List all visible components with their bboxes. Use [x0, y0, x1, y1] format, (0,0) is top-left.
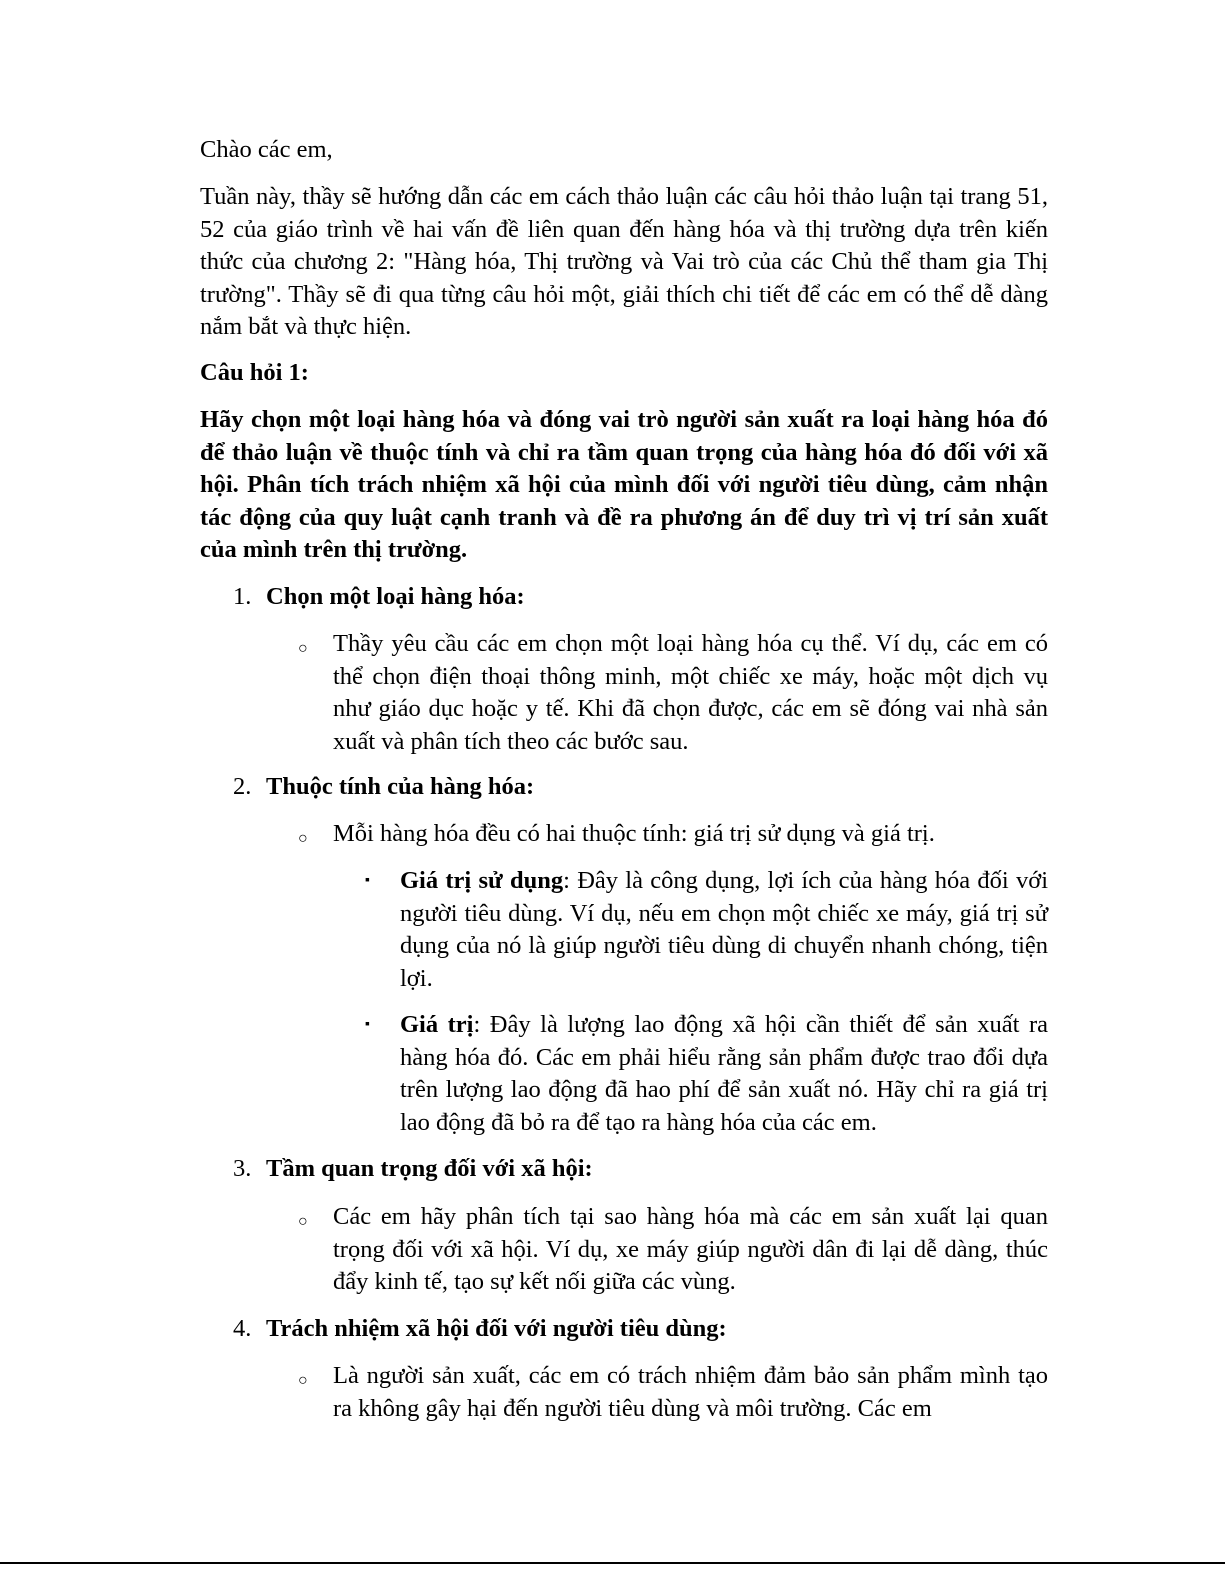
subitem-text — [400, 865, 1048, 995]
subitem-term: Giá trị — [400, 1011, 474, 1038]
question-1-heading: Câu hỏi 1: — [200, 359, 309, 386]
step-4-heading — [233, 1313, 1048, 1346]
step-3-bullet — [298, 1201, 1048, 1299]
step-2-subitem-value — [365, 1009, 1048, 1139]
greeting: Chào các em, — [200, 136, 333, 163]
step-2-subitem-use-value — [365, 865, 1048, 995]
subitem-description: : Đây là công dụng, lợi ích của hàng hóa đối với người tiêu dùng. Ví dụ, nếu em chọn một chiếc xe máy, giá trị sử dụng của nó là giúp người tiêu dùng di chuyển nhanh chóng, tiện lợi. — [400, 867, 1048, 992]
step-number: 2. — [233, 773, 252, 800]
circle-bullet-icon: ○ — [298, 1213, 308, 1230]
step-label: Chọn một loại hàng hóa: — [266, 583, 525, 610]
step-3-heading — [233, 1153, 1048, 1186]
page-bottom-rule — [0, 1562, 1225, 1564]
subitem-description: : Đây là lượng lao động xã hội cần thiết để sản xuất ra hàng hóa đó. Các em phải hiểu rằng sản phẩm được trao đổi dựa trên lượng lao động đã hao phí để sản xuất nó. Hãy chỉ ra giá trị lao động đã bỏ ra để tạo ra hàng hóa của các em. — [400, 1011, 1048, 1136]
step-2-bullet — [298, 818, 1048, 851]
step-number: 3. — [233, 1155, 252, 1182]
bullet-text: Các em hãy phân tích tại sao hàng hóa mà các em sản xuất lại quan trọng đối với xã hội. Ví dụ, xe máy giúp người dân đi lại dễ dàng, thúc đẩy kinh tế, tạo sự kết nối giữa các vùng. — [333, 1203, 1048, 1295]
bullet-text: Mỗi hàng hóa đều có hai thuộc tính: giá trị sử dụng và giá trị. — [333, 820, 935, 847]
step-number: 4. — [233, 1315, 252, 1342]
step-label: Thuộc tính của hàng hóa: — [266, 773, 535, 800]
step-label: Tầm quan trọng đối với xã hội: — [266, 1155, 593, 1182]
subitem-text — [400, 1009, 1048, 1139]
square-bullet-icon: ▪ — [365, 873, 370, 888]
bullet-text: Thầy yêu cầu các em chọn một loại hàng hóa cụ thể. Ví dụ, các em có thể chọn điện thoại thông minh, một chiếc xe máy, hoặc một dịch vụ như giáo dục hoặc y tế. Khi đã chọn được, các em sẽ đóng vai nhà sản xuất và phân tích theo các bước sau. — [333, 630, 1048, 755]
subitem-term: Giá trị sử dụng — [400, 867, 564, 894]
bullet-text: Là người sản xuất, các em có trách nhiệm đảm bảo sản phẩm mình tạo ra không gây hại đến người tiêu dùng và môi trường. Các em — [333, 1362, 1048, 1422]
step-4-bullet — [298, 1360, 1048, 1425]
circle-bullet-icon: ○ — [298, 640, 308, 657]
question-1-prompt: Hãy chọn một loại hàng hóa và đóng vai trò người sản xuất ra loại hàng hóa đó để thảo luận về thuộc tính và chỉ ra tầm quan trọng của hàng hóa đó đối với xã hội. Phân tích trách nhiệm xã hội của mình đối với người tiêu dùng, cảm nhận tác động của quy luật cạnh tranh và đề ra phương án để duy trì vị trí sản xuất của mình trên thị trường. — [200, 406, 1048, 563]
step-1-bullet — [298, 628, 1048, 758]
circle-bullet-icon: ○ — [298, 830, 308, 847]
step-1-heading — [233, 581, 1048, 614]
square-bullet-icon: ▪ — [365, 1017, 370, 1032]
step-2-heading — [233, 771, 1048, 804]
step-number: 1. — [233, 583, 252, 610]
intro-paragraph: Tuần này, thầy sẽ hướng dẫn các em cách thảo luận các câu hỏi thảo luận tại trang 51, 52 của giáo trình về hai vấn đề liên quan đến hàng hóa và thị trường dựa trên kiến thức của chương 2: "Hàng hóa, Thị trường và Vai trò của các Chủ thể tham gia Thị trường". Thầy sẽ đi qua từng câu hỏi một, giải thích chi tiết để các em có thể dễ dàng nắm bắt và thực hiện. — [200, 183, 1048, 340]
circle-bullet-icon: ○ — [298, 1372, 308, 1389]
step-label: Trách nhiệm xã hội đối với người tiêu dùng: — [266, 1315, 727, 1342]
